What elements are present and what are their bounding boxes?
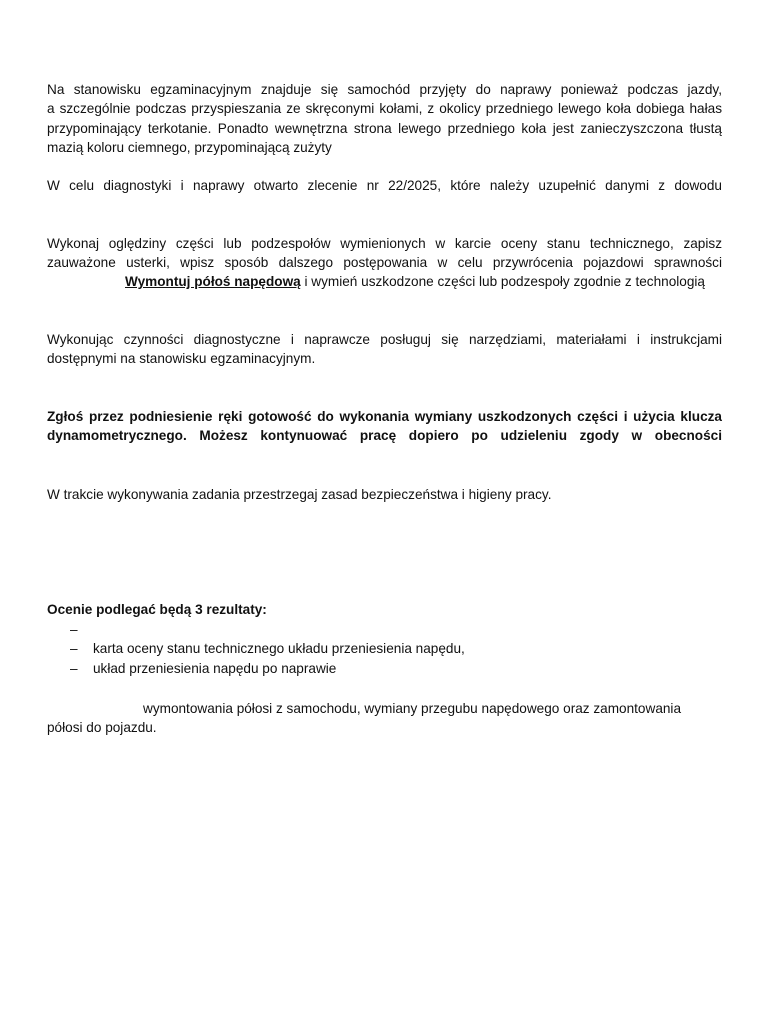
intro-line-4: mazią koloru ciemnego, przypominającą zużyty [47,140,332,155]
process-line-1: wymontowania półosi z samochodu, wymiany przegubu napędowego oraz zamontowania [143,701,682,716]
results-dash-2: – [70,641,78,656]
tools-line-1: Wykonując czynności diagnostyczne i naprawcze posługuj się narzędziami, materiałami i instrukcjami [47,332,722,347]
process-line-2: półosi do pojazdu. [47,720,157,735]
raise-hand-line-2: dynamometrycznego. Możesz kontynuować pracę dopiero po udzieleniu zgody w obecności [47,428,722,443]
tools-line-2: dostępnymi na stanowisku egzaminacyjnym. [47,351,316,366]
inspection-line-1: Wykonaj oględziny części lub podzespołów wymienionych w karcie oceny stanu technicznego, zapisz [47,236,722,251]
intro-line-3: przypominający terkotanie. Ponadto wewnętrzna strona lewego przedniego koła jest zanieczyszczona tłustą [47,121,722,136]
order-line: W celu diagnostyki i naprawy otwarto zlecenie nr 22/2025, które należy uzupełnić danymi z dowodu [47,178,722,193]
results-item-3: układ przeniesienia napędu po naprawie [93,661,337,676]
inspection-line-3 [125,273,705,291]
inspection-line-2: zauważone usterki, wpisz sposób dalszego postępowania w celu przywrócenia pojazdowi sprawności [47,255,722,270]
intro-line-2: a szczególnie podczas przyspieszania ze skręconymi kołami, z okolicy przedniego lewego koła dobiega hałas [47,101,722,116]
intro-line-1: Na stanowisku egzaminacyjnym znajduje się samochód przyjęty do naprawy ponieważ podczas jazdy, [47,82,722,97]
remove-halfshaft-instruction: Wymontuj półoś napędową [125,274,301,289]
raise-hand-line-1: Zgłoś przez podniesienie ręki gotowość do wykonania wymiany uszkodzonych części i użycia klucza [47,409,722,424]
results-item-2: karta oceny stanu technicznego układu przeniesienia napędu, [93,641,465,656]
safety-line: W trakcie wykonywania zadania przestrzegaj zasad bezpieczeństwa i higieny pracy. [47,487,552,502]
results-dash-3: – [70,661,78,676]
inspection-line-3-rest: i wymień uszkodzone części lub podzespoły zgodnie z technologią [300,274,705,289]
results-dash-1: – [70,622,78,637]
results-heading: Ocenie podlegać będą 3 rezultaty: [47,602,267,617]
